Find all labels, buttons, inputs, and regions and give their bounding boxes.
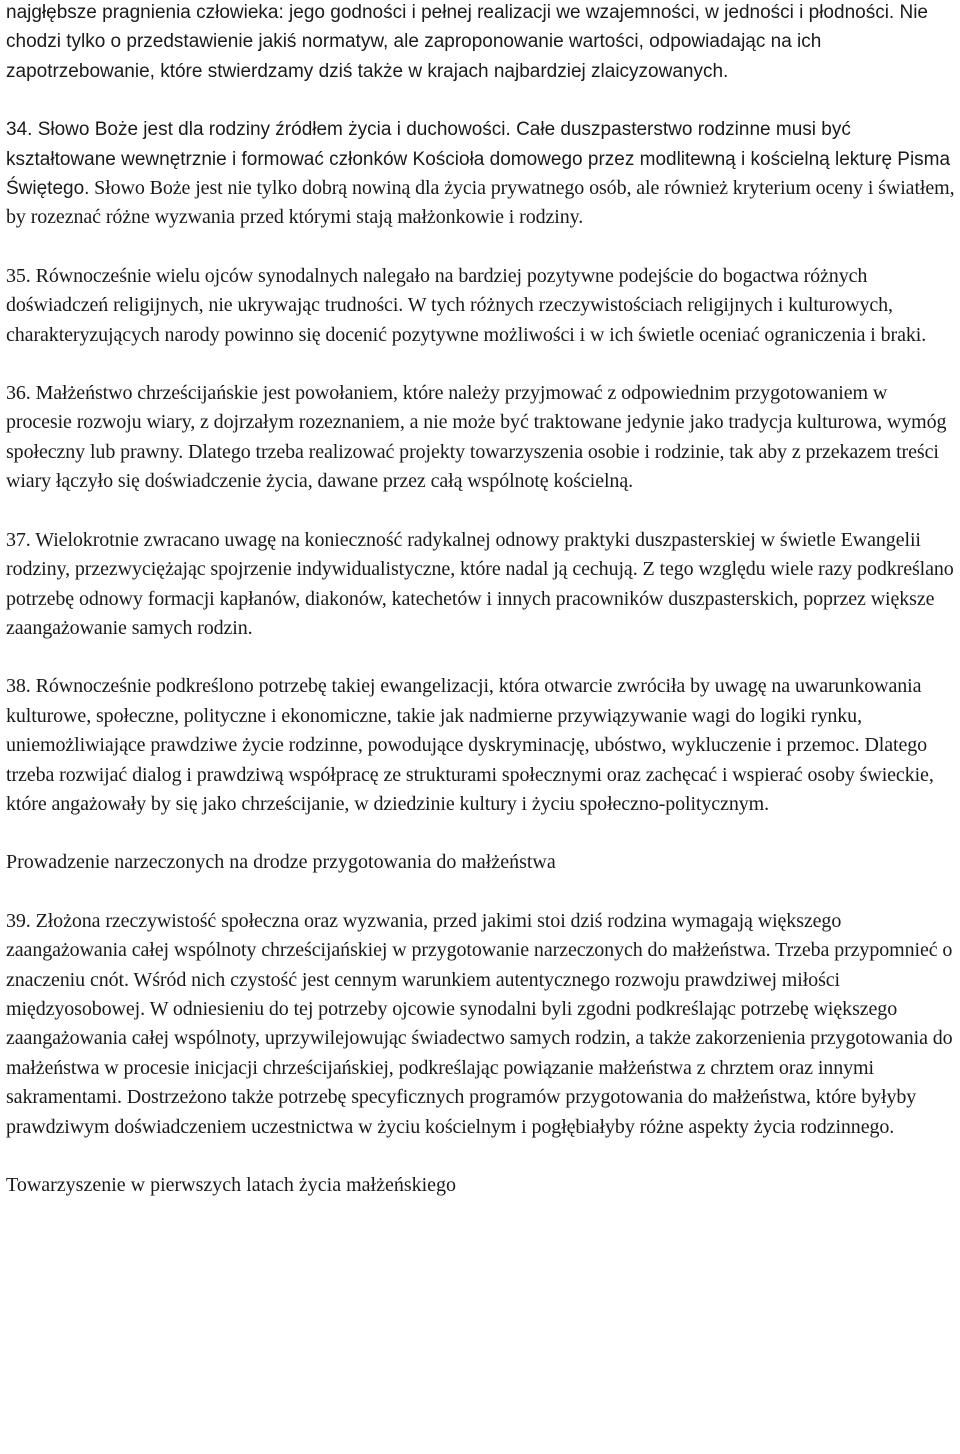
paragraph-34-sans-part: 34. Słowo Boże jest dla rodziny źródłem życia i duchowości. Całe duszpasterstwo rodzinne musi być kształtowane wewnętrznie i formować członków Kościoła domowego przez modlitewną i kościelną lekturę Pisma Świętego. xyxy=(6,119,951,200)
paragraph-gap xyxy=(6,1142,956,1171)
paragraph-gap xyxy=(6,233,956,262)
paragraph-intro: najgłębsze pragnienia człowieka: jego godności i pełnej realizacji we wzajemności, w jedności i płodności. Nie chodzi tylko o przedstawienie jakiś normatyw, ale zaproponowanie wartości, odpowiadając na ich zapotrzebowanie, które stwierdzamy dziś także w krajach najbardziej zlaicyzowanych. xyxy=(6,2,928,82)
paragraph-35: 35. Równocześnie wielu ojców synodalnych nalegało na bardziej pozytywne podejście do bogactwa różnych doświadczeń religijnych, nie ukrywając trudności. W tych różnych rzeczywistościach religijnych i kulturowych, charakteryzujących narody powinno się docenić pozytywne możliwości i w ich świetle oceniać ograniczenia i braki. xyxy=(6,264,927,346)
paragraph-gap xyxy=(6,350,956,379)
paragraph-34 xyxy=(6,115,956,233)
paragraph-36: 36. Małżeństwo chrześcijańskie jest powołaniem, które należy przyjmować z odpowiednim przygotowaniem w procesie rozwoju wiary, z dojrzałym rozeznaniem, a nie może być traktowane jedynie jako tradycja kulturowa, wymóg społeczny lub prawny. Dlatego trzeba realizować projekty towarzyszenia osobie i rodzinie, tak aby z przekazem treści wiary łączyło się doświadczenie życia, dawane przez całą wspólnotę kościelną. xyxy=(6,382,947,493)
paragraph-gap xyxy=(6,643,956,672)
section-heading-engaged-couples: Prowadzenie narzeczonych na drodze przygotowania do małżeństwa xyxy=(6,851,556,874)
paragraph-34-serif-part: Słowo Boże jest nie tylko dobrą nowiną dla życia prywatnego osób, ale również kryterium oceny i światłem, by rozeznać różne wyzwania przed którymi stają małżonkowie i rodziny. xyxy=(6,177,955,229)
paragraph-gap xyxy=(6,878,956,907)
paragraph-gap xyxy=(6,497,956,526)
section-heading-early-marriage: Towarzyszenie w pierwszych latach życia małżeńskiego xyxy=(6,1174,457,1196)
paragraph-gap xyxy=(6,819,956,848)
paragraph-39: 39. Złożona rzeczywistość społeczna oraz wyzwania, przed jakimi stoi dziś rodzina wymagają większego zaangażowania całej wspólnoty chrześcijańskiej w przygotowanie narzeczonych do małżeństwa. Trzeba przypomnieć o znaczeniu cnót. Wśród nich czystość jest cennym warunkiem autentycznego rozwoju prawdziwej miłości międzyosobowej. W odniesieniu do tej potrzeby ojcowie synodalni byli zgodni podkreślając potrzebę większego zaangażowania całej wspólnoty, uprzywilejowując świadectwo samych rodzin, a także zakorzenienia przygotowania do małżeństwa w procesie inicjacji chrześcijańskiej, podkreślając powiązanie małżeństwa z chrztem oraz innymi sakramentami. Dostrzeżono także potrzebę specyficznych programów przygotowania do małżeństwa, które byłyby prawdziwym doświadczeniem uczestnictwa w życiu kościelnym i pogłębiałyby różne aspekty życia rodzinnego. xyxy=(6,909,953,1138)
paragraph-38: 38. Równocześnie podkreślono potrzebę takiej ewangelizacji, która otwarcie zwróciła by uwagę na uwarunkowania kulturowe, społeczne, polityczne i ekonomiczne, takie jak nadmierne przywiązywanie wagi do logiki rynku, uniemożliwiające prawdziwe życie rodzinne, powodujące dyskryminację, ubóstwo, wykluczenie i przemoc. Dlatego trzeba rozwijać dialog i prawdziwą współpracę ze strukturami społecznymi oraz zachęcać i wspierać osoby świeckie, które angażowały by się jako chrześcijanie, w dziedzinie kultury i życiu społeczno-politycznym. xyxy=(6,675,934,815)
paragraph-gap xyxy=(6,86,956,115)
paragraph-37: 37. Wielokrotnie zwracano uwagę na konieczność radykalnej odnowy praktyki duszpasterskiej w świetle Ewangelii rodziny, przezwyciężając spojrzenie indywidualistyczne, które nadal ją cechują. Z tego względu wiele razy podkreślano potrzebę odnowy formacji kapłanów, diakonów, katechetów i innych pracowników duszpasterskich, poprzez większe zaangażowanie samych rodzin. xyxy=(6,528,954,639)
